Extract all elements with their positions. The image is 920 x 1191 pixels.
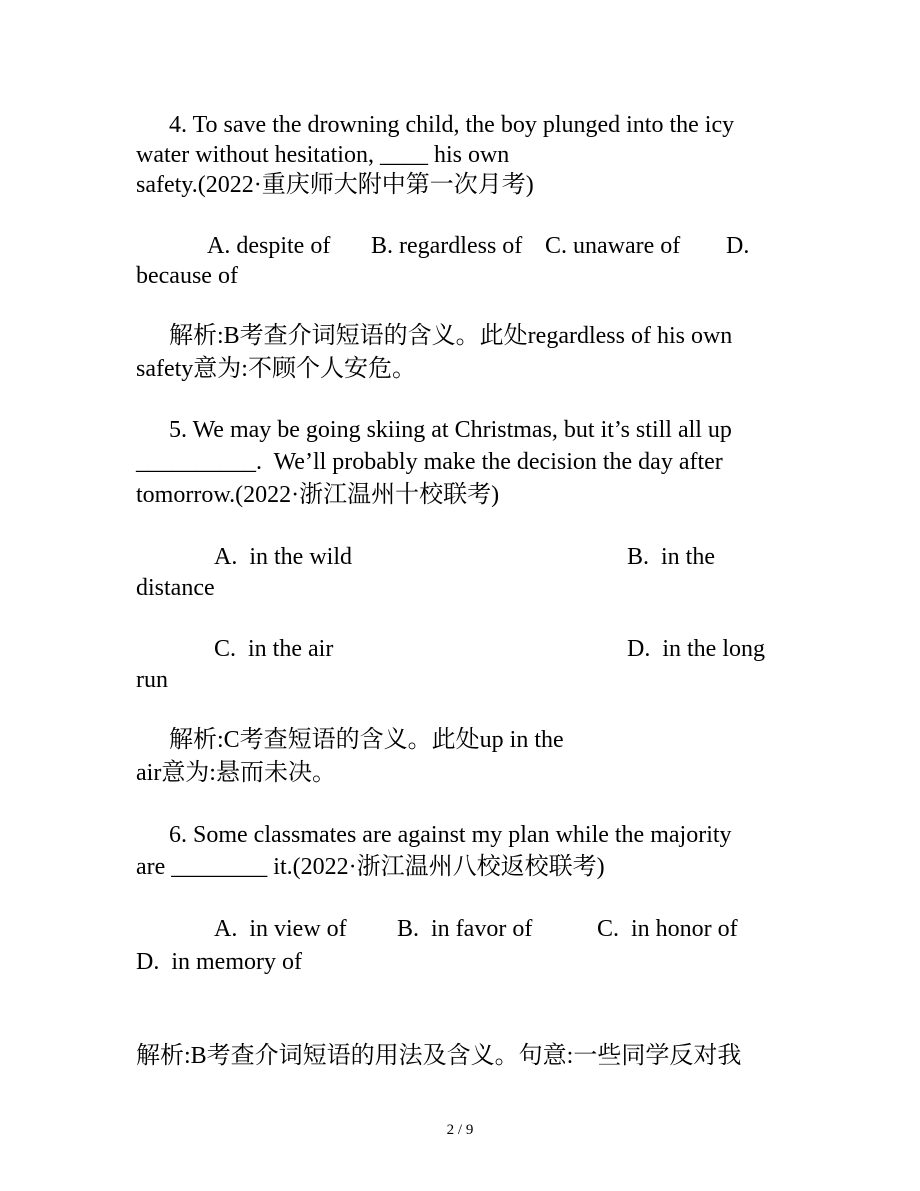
q5-stem-line-2: __________. We’ll probably make the decision the day after [136,449,723,475]
q5-stem-line-1: 5. We may be going skiing at Christmas, but it’s still all up [169,417,732,443]
q4-option-b: B. regardless of [371,233,523,259]
q4-answer-line-1: 解析:B考查介词短语的含义。此处regardless of his own [169,323,733,349]
q6-stem-line-1: 6. Some classmates are against my plan while the majority [169,822,732,848]
q6-option-c: C. in honor of [597,916,738,942]
q4-option-d-text: because of [136,263,238,289]
q5-option-d-label: D. in the long [627,636,765,662]
q5-option-c: C. in the air [214,636,334,662]
q4-option-d-label: D. [726,233,750,259]
q5-answer-line-2: air意为:悬而未决。 [136,760,336,786]
q6-answer-line-1: 解析:B考查介词短语的用法及含义。句意:一些同学反对我 [136,1043,742,1069]
q4-stem-line-1: 4. To save the drowning child, the boy plunged into the icy [169,112,735,138]
q5-option-b-text: distance [136,575,215,601]
q6-option-a: A. in view of [214,916,347,942]
q6-option-d: D. in memory of [136,949,302,975]
q5-option-d-text: run [136,667,168,693]
q4-option-c: C. unaware of [545,233,681,259]
q4-option-a: A. despite of [207,233,331,259]
q6-stem-line-2: are ________ it.(2022·浙江温州八校返校联考) [136,854,605,880]
q4-stem-line-2: water without hesitation, ____ his own [136,142,510,168]
q5-answer-line-1: 解析:C考查短语的含义。此处up in the [169,727,564,753]
q4-stem-line-3: safety.(2022·重庆师大附中第一次月考) [136,172,534,198]
q5-option-b-label: B. in the [627,544,715,570]
q5-option-a: A. in the wild [214,544,352,570]
page-number: 2 / 9 [446,1122,474,1138]
q4-answer-line-2: safety意为:不顾个人安危。 [136,356,416,382]
q5-stem-line-3: tomorrow.(2022·浙江温州十校联考) [136,482,500,508]
q6-option-b: B. in favor of [397,916,533,942]
